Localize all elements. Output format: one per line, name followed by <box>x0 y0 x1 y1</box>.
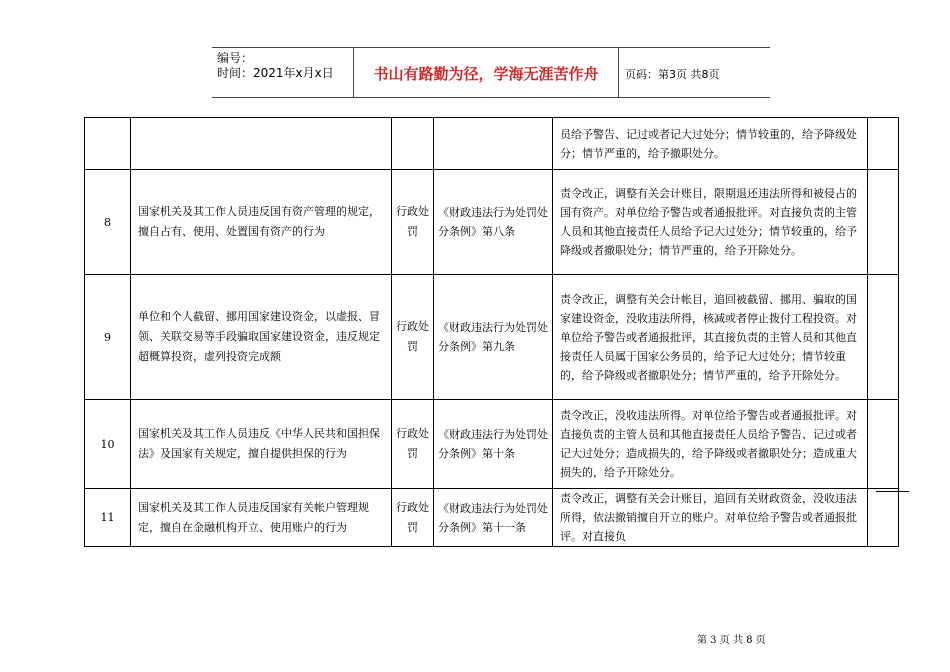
doc-time-label: 时间：2021年x月x日 <box>217 66 334 80</box>
header-page-label: 页码：第3页 共8页 <box>625 68 720 81</box>
penalty-type: 行政处罚 <box>392 275 434 400</box>
penalty-type: 行政处罚 <box>392 489 434 547</box>
legal-basis: 《财政违法行为处罚处分条例》第十条 <box>434 400 553 489</box>
table-row <box>85 170 899 275</box>
remarks-cell <box>868 489 899 547</box>
violation-description: 国家机关及其工作人员违反《中华人民共和国担保法》及国家有关规定，擅自提供担保的行为 <box>131 400 392 489</box>
page-footer: 第 3 页 共 8 页 <box>697 635 766 646</box>
violation-description: 国家机关及其工作人员违反国有资产管理的规定，擅自占有、使用、处置国有资产的行为 <box>131 170 392 275</box>
legal-basis <box>434 118 553 170</box>
row-number: 9 <box>85 275 131 400</box>
header-motto: 书山有路勤为径，学海无涯苦作舟 <box>373 65 599 83</box>
penalty-measure: 员给予警告、记过或者记大过处分；情节较重的，给予降级处分；情节严重的，给予撤职处分。 <box>553 118 868 170</box>
remarks-cell <box>868 170 899 275</box>
row-number <box>85 118 131 170</box>
penalty-measure: 责令改正，没收违法所得。对单位给予警告或者通报批评。对直接负责的主管人员和其他直接责任人员给予警告、记过或者记大过处分；造成损失的，给予降级或者撤职处分；造成重大损失的，给予开除处分。 <box>553 400 868 489</box>
header-meta <box>217 51 334 81</box>
table-side-rule <box>876 491 909 492</box>
doc-number-label: 编号： <box>217 51 254 65</box>
violation-description: 单位和个人截留、挪用国家建设资金，以虚报、冒领、关联交易等手段骗取国家建设资金，违反规定超概算投资，虚列投资完成额 <box>131 275 392 400</box>
penalty-type: 行政处罚 <box>392 170 434 275</box>
penalty-measure: 责令改正，调整有关会计账目，追回有关财政资金，没收违法所得，依法撤销擅自开立的账户。对单位给予警告或者通报批评。对直接负 <box>553 489 868 547</box>
legal-basis: 《财政违法行为处罚处分条例》第九条 <box>434 275 553 400</box>
remarks-cell <box>868 400 899 489</box>
header-bottom-rule <box>212 97 770 98</box>
penalty-measure: 责令改正，调整有关会计账目，限期退还违法所得和被侵占的国有资产。对单位给予警告或者通报批评。对直接负责的主管人员和其他直接责任人员给予记大过处分；情节较重的，给予降级或者撤职处分；情节严重的，给予开除处分。 <box>553 170 868 275</box>
table-row <box>85 118 899 170</box>
header-top-rule <box>212 47 770 48</box>
violation-description <box>131 118 392 170</box>
violation-description: 国家机关及其工作人员违反国家有关帐户管理规定，擅自在金融机构开立、使用账户的行为 <box>131 489 392 547</box>
table-row <box>85 400 899 489</box>
table-row <box>85 275 899 400</box>
row-number: 11 <box>85 489 131 547</box>
penalty-table <box>84 117 899 547</box>
legal-basis: 《财政违法行为处罚处分条例》第八条 <box>434 170 553 275</box>
penalty-measure: 责令改正，调整有关会计帐目，追回被截留、挪用、骗取的国家建设资金，没收违法所得，核减或者停止拨付工程投资。对单位给予警告或者通报批评，其直接负责的主管人员和其他直接责任人员属于国家公务员的，给予记大过处分；情节较重的，给予降级或者撤职处分；情节严重的，给予开除处分。 <box>553 275 868 400</box>
header-divider <box>618 48 619 97</box>
row-number: 10 <box>85 400 131 489</box>
penalty-type <box>392 118 434 170</box>
remarks-cell <box>868 118 899 170</box>
row-number: 8 <box>85 170 131 275</box>
table-row <box>85 489 899 547</box>
penalty-type: 行政处罚 <box>392 400 434 489</box>
remarks-cell <box>868 275 899 400</box>
legal-basis: 《财政违法行为处罚处分条例》第十一条 <box>434 489 553 547</box>
